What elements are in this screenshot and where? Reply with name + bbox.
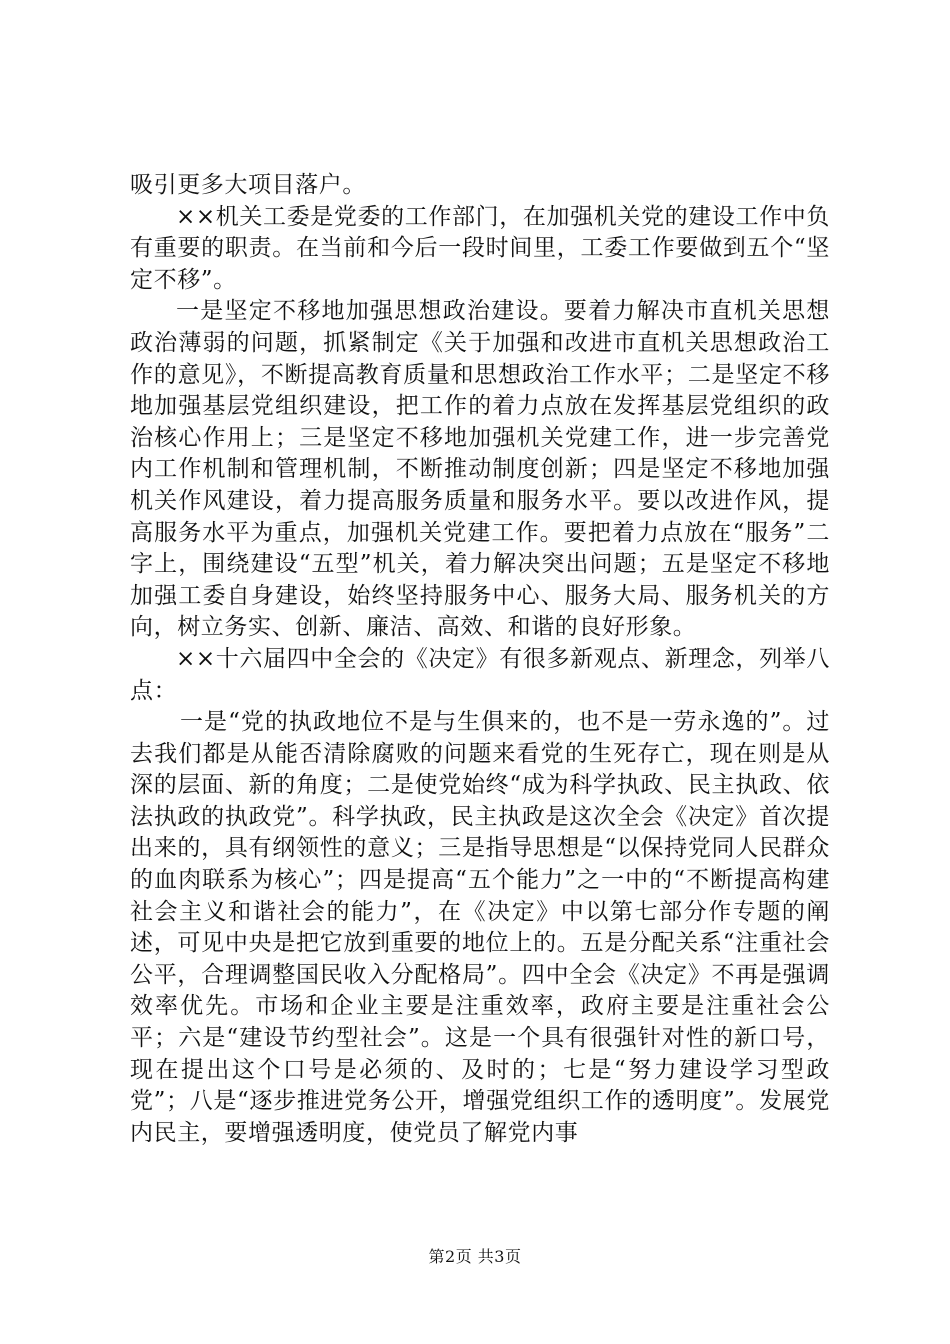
paragraph-continuation: 吸引更多大项目落户。	[130, 172, 366, 198]
paragraph-five-steadfast: 一是坚定不移地加强思想政治建设。要着力解决市直机关思想政治薄弱的问题，抓紧制定《关于加强和改进市直机关思想政治工作的意见》，不断提高教育质量和思想政治工作水平；二是坚定不移地加强基层党组织建设，把工作的着力点放在发挥基层党组织的政治核心作用上；三是坚定不移地加强机关党建工作，进一步完善党内工作机制和管理机制，不断推动制度创新；四是坚定不移地加强机关作风建设，着力提高服务质量和服务水平。要以改进作风，提高服务水平为重点，加强机关党建工作。要把着力点放在“服务”二字上，围绕建设“五型”机关，着力解决突出问题；五是坚定不移地加强工委自身建设，始终坚持服务中心、服务大局、服务机关的方向，树立务实、创新、廉洁、高效、和谐的良好形象。	[130, 298, 830, 641]
paragraph-eight-points: 一是“党的执政地位不是与生俱来的，也不是一劳永逸的”。过去我们都是从能否清除腐败的问题来看党的生死存亡，现在则是从深的层面、新的角度；二是使党始终“成为科学执政、民主执政、依法执政的执政党”。科学执政，民主执政是这次全会《决定》首次提出来的，具有纲领性的意义；三是指导思想是“以保持党同人民群众的血肉联系为核心”；四是提高“五个能力”之一中的“不断提高构建社会主义和谐社会的能力”，在《决定》中以第七部分作专题的阐述，可见中央是把它放到重要的地位上的。五是分配关系“注重社会公平，合理调整国民收入分配格局”。四中全会《决定》不再是强调效率优先。市场和企业主要是注重效率，政府主要是注重社会公平；六是“建设节约型社会”。这是一个具有很强针对性的新口号，现在提出这个口号是必须的、及时的；七是“努力建设学习型政党”；八是“逐步推进党务公开，增强党组织工作的透明度”。发展党内民主，要增强透明度，使党员了解党内事	[130, 709, 830, 1146]
paragraph-committee-intro: ××机关工委是党委的工作部门，在加强机关党的建设工作中负有重要的职责。在当前和今后一段时间里，工委工作要做到五个“坚定不移”。	[130, 203, 830, 293]
page-number-footer: 第2页 共3页	[428, 1247, 522, 1266]
document-body	[130, 170, 830, 1149]
paragraph-plenum-decision: ××十六届四中全会的《决定》有很多新观点、新理念，列举八点：	[130, 645, 830, 704]
